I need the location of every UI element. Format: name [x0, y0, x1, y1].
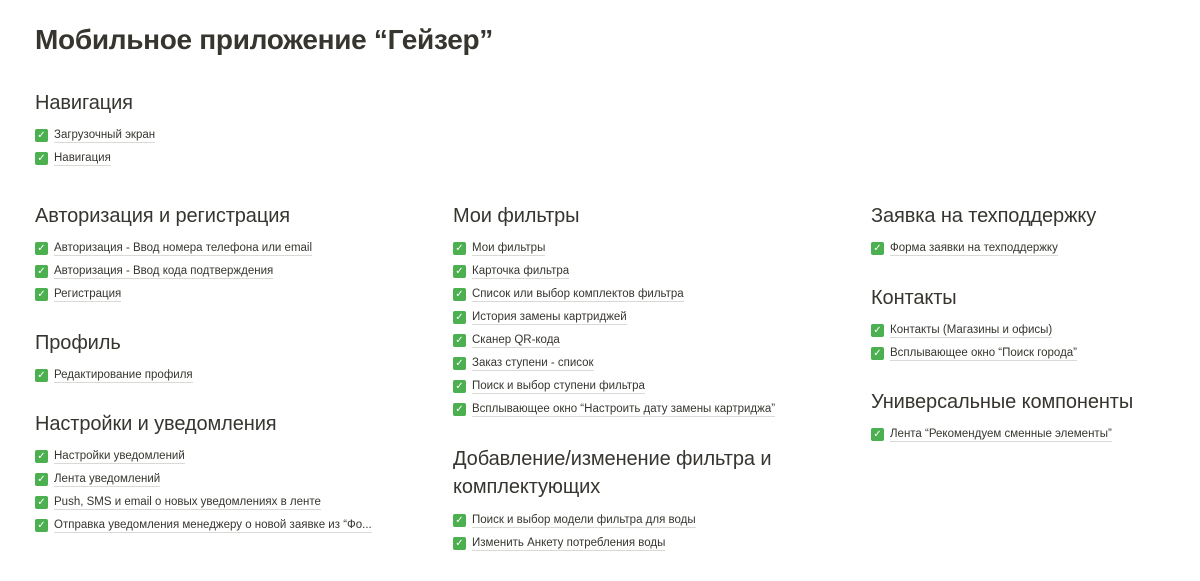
check-icon: ✓: [35, 242, 48, 255]
check-icon: ✓: [871, 428, 884, 441]
check-icon: ✓: [871, 347, 884, 360]
list-item[interactable]: [453, 306, 775, 329]
list-item[interactable]: [35, 445, 372, 468]
page-link[interactable]: Поиск и выбор ступени фильтра: [472, 380, 645, 392]
list-item[interactable]: [35, 260, 312, 283]
check-icon: ✓: [35, 369, 48, 382]
page-link[interactable]: Push, SMS и email о новых уведомлениях в ленте: [54, 496, 321, 508]
check-icon: ✓: [453, 403, 466, 416]
check-icon: ✓: [453, 334, 466, 347]
page-link[interactable]: Настройки уведомлений: [54, 450, 185, 462]
section-title: Авторизация и регистрация: [35, 205, 290, 227]
check-icon: ✓: [453, 380, 466, 393]
section-title: Контакты: [871, 287, 957, 309]
list-item[interactable]: [453, 375, 775, 398]
page-link[interactable]: Всплывающее окно “Настроить дату замены картриджа”: [472, 403, 776, 415]
section-settings: [35, 411, 372, 537]
section-profile: [35, 330, 193, 387]
page-link[interactable]: Заказ ступени - список: [472, 357, 594, 369]
check-icon: ✓: [35, 129, 48, 142]
check-icon: ✓: [453, 514, 466, 527]
check-icon: ✓: [35, 152, 48, 165]
page-title: Мобильное приложение “Гейзер”: [35, 24, 493, 55]
list-item[interactable]: [453, 260, 775, 283]
section-title: Навигация: [35, 92, 133, 114]
check-icon: ✓: [35, 450, 48, 463]
check-icon: ✓: [871, 324, 884, 337]
check-icon: ✓: [871, 242, 884, 255]
check-icon: ✓: [453, 265, 466, 278]
page-link[interactable]: Отправка уведомления менеджеру о новой заявке из “Фо...: [54, 519, 372, 531]
list-item[interactable]: [35, 237, 312, 260]
section-title: Заявка на техподдержку: [871, 205, 1097, 227]
page-link[interactable]: Карточка фильтра: [472, 265, 570, 277]
page-link[interactable]: Контакты (Магазины и офисы): [890, 324, 1053, 336]
list-item[interactable]: [871, 423, 1133, 446]
check-icon: ✓: [453, 288, 466, 301]
check-icon: ✓: [35, 496, 48, 509]
list-item[interactable]: [35, 364, 193, 387]
check-icon: ✓: [453, 537, 466, 550]
section-title: Добавление/изменение фильтра и комплектующих: [453, 448, 772, 498]
check-icon: ✓: [453, 242, 466, 255]
list-item[interactable]: [453, 398, 775, 421]
section-support: [871, 203, 1096, 260]
section-filters: [453, 203, 775, 421]
section-title: Настройки и уведомления: [35, 413, 277, 435]
section-title: Профиль: [35, 332, 121, 354]
list-item[interactable]: [453, 509, 843, 532]
page-link[interactable]: Загрузочный экран: [54, 129, 156, 141]
list-item[interactable]: [35, 147, 155, 170]
page-link[interactable]: Изменить Анкету потребления воды: [472, 537, 666, 549]
section-add-filter: [453, 445, 843, 555]
list-item[interactable]: [453, 329, 775, 352]
list-item[interactable]: [453, 283, 775, 306]
section-auth: [35, 203, 312, 306]
list-item[interactable]: [35, 514, 372, 537]
list-item[interactable]: [35, 468, 372, 491]
check-icon: ✓: [35, 265, 48, 278]
check-icon: ✓: [35, 473, 48, 486]
page-link[interactable]: Лента “Рекомендуем сменные элементы”: [890, 428, 1112, 440]
check-icon: ✓: [35, 288, 48, 301]
list-item[interactable]: [453, 352, 775, 375]
section-contacts: [871, 285, 1077, 365]
page-link[interactable]: История замены картриджей: [472, 311, 627, 323]
page-link[interactable]: Навигация: [54, 152, 111, 164]
list-item[interactable]: [35, 491, 372, 514]
page-link[interactable]: Регистрация: [54, 288, 122, 300]
page-link[interactable]: Мои фильтры: [472, 242, 546, 254]
check-icon: ✓: [453, 357, 466, 370]
page-link[interactable]: Поиск и выбор модели фильтра для воды: [472, 514, 696, 526]
page-link[interactable]: Авторизация - Ввод номера телефона или email: [54, 242, 313, 254]
page-link[interactable]: Список или выбор комплектов фильтра: [472, 288, 684, 300]
check-icon: ✓: [35, 519, 48, 532]
check-icon: ✓: [453, 311, 466, 324]
list-item[interactable]: [35, 124, 155, 147]
page-link[interactable]: Форма заявки на техподдержку: [890, 242, 1058, 254]
list-item[interactable]: [453, 237, 775, 260]
page-link[interactable]: Лента уведомлений: [54, 473, 161, 485]
section-title: Универсальные компоненты: [871, 391, 1134, 413]
section-title: Мои фильтры: [453, 205, 580, 227]
page-link[interactable]: Сканер QR-кода: [472, 334, 560, 346]
list-item[interactable]: [871, 319, 1077, 342]
list-item[interactable]: [453, 532, 843, 555]
page-link[interactable]: Авторизация - Ввод кода подтверждения: [54, 265, 274, 277]
list-item[interactable]: [871, 342, 1077, 365]
section-universal: [871, 389, 1133, 446]
section-navigation: [35, 90, 155, 170]
list-item[interactable]: [35, 283, 312, 306]
page-link[interactable]: Всплывающее окно “Поиск города”: [890, 347, 1078, 359]
list-item[interactable]: [871, 237, 1096, 260]
page-link[interactable]: Редактирование профиля: [54, 369, 193, 381]
